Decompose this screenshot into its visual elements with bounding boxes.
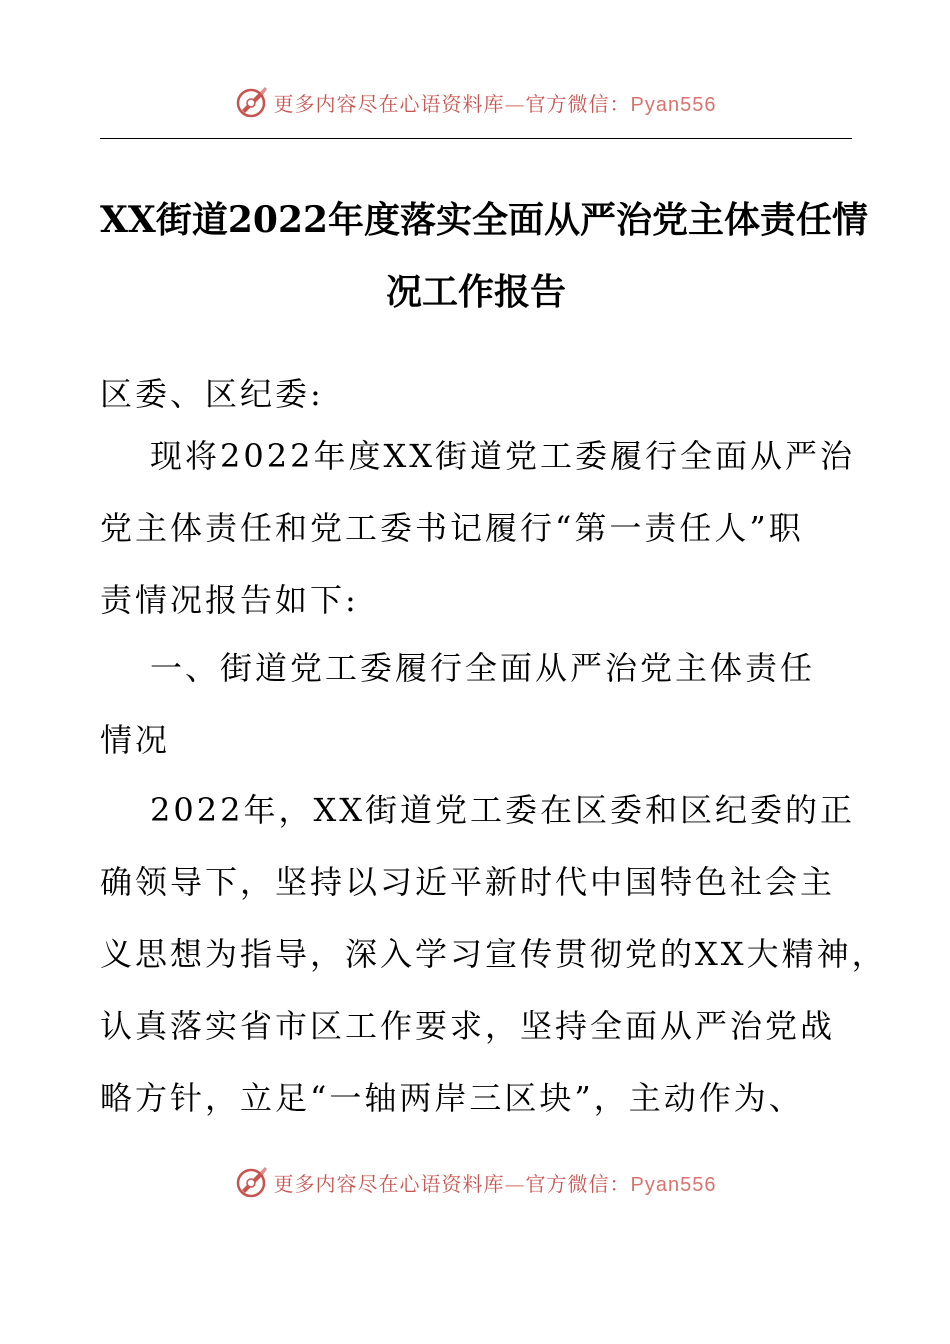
paragraph-line: 2022年，XX街道党工委在区委和区纪委的正	[150, 791, 856, 829]
paragraph-body	[100, 774, 887, 1134]
paragraph-intro	[100, 420, 860, 636]
header-banner	[0, 80, 950, 124]
salutation-text: 区委、区纪委:	[100, 375, 324, 413]
pen-logo-icon	[234, 1164, 270, 1200]
banner-text	[274, 88, 717, 117]
paragraph-line: 党主体责任和党工委书记履行“第一责任人”职	[100, 509, 804, 547]
banner-wechat-label: 官方微信：	[525, 1171, 631, 1196]
banner-dash: —	[504, 1171, 526, 1196]
paragraph-line: 现将2022年度XX街道党工委履行全面从严治	[150, 437, 856, 475]
pen-logo-icon	[234, 84, 270, 120]
banner-dash: —	[504, 91, 526, 116]
document-title	[100, 184, 869, 328]
banner-site-name: 更多内容尽在心语资料库	[273, 91, 505, 116]
paragraph-line: 认真落实省市区工作要求，坚持全面从严治党战	[100, 1007, 836, 1045]
footer-banner	[0, 1160, 950, 1204]
paragraph-line: 义思想为指导，深入学习宣传贯彻党的XX大精神，	[100, 935, 887, 973]
banner-wechat-id: Pyan556	[630, 93, 717, 116]
banner-wechat-id: Pyan556	[630, 1173, 717, 1196]
section-heading-1	[100, 632, 860, 776]
banner-site-name: 更多内容尽在心语资料库	[273, 1171, 505, 1196]
banner-wechat-label: 官方微信：	[525, 91, 631, 116]
title-line-1: XX街道2022年度落实全面从严治党主体责任情	[100, 199, 869, 241]
paragraph-line: 责情况报告如下:	[100, 581, 359, 619]
section-heading-line: 情况	[100, 721, 171, 759]
banner-text	[274, 1168, 717, 1197]
paragraph-line: 确领导下，坚持以习近平新时代中国特色社会主	[100, 863, 836, 901]
title-line-2: 况工作报告	[385, 271, 566, 313]
paragraph-line: 略方针，立足“一轴两岸三区块”，主动作为、	[100, 1079, 804, 1117]
section-heading-line: 一、街道党工委履行全面从严治党主体责任	[150, 649, 816, 687]
header-divider	[100, 138, 852, 139]
